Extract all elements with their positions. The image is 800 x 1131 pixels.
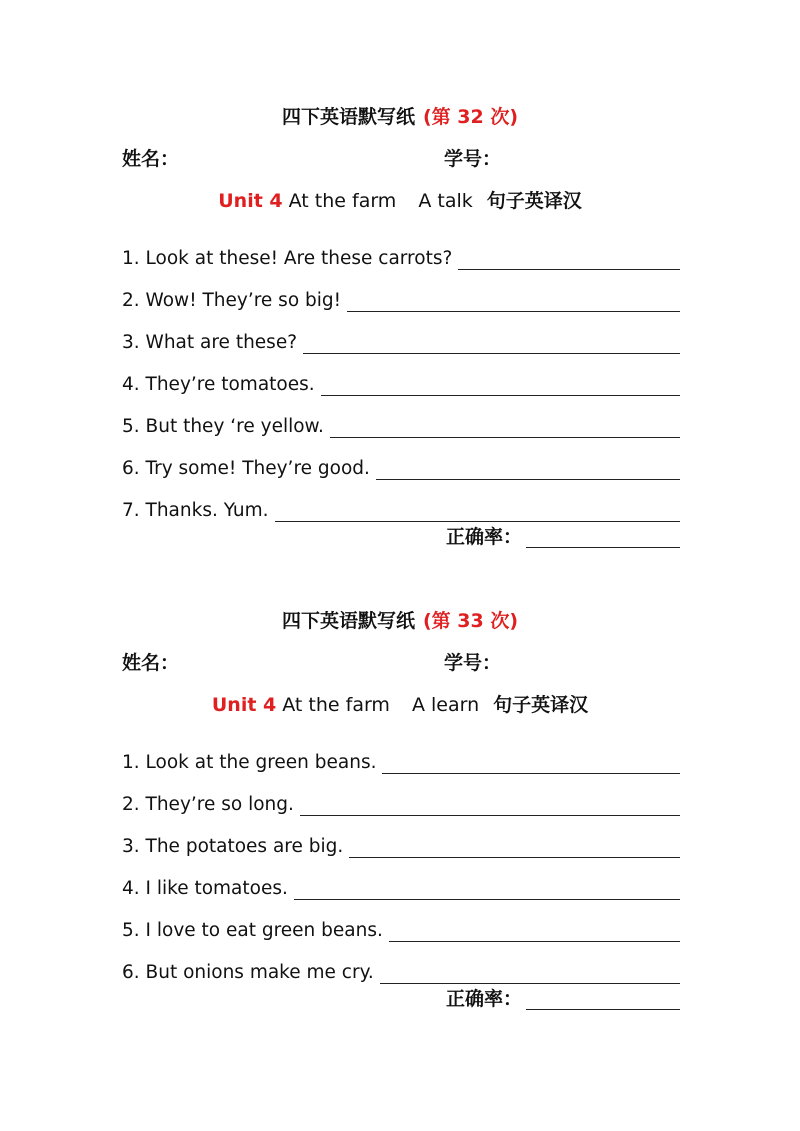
sentence-row	[122, 440, 680, 482]
answer-line[interactable]	[380, 961, 680, 984]
answer-line[interactable]	[303, 331, 680, 354]
sentence-row	[122, 902, 680, 944]
sentence-row	[122, 356, 680, 398]
sentence-row	[122, 734, 680, 776]
sheet-title	[0, 104, 800, 130]
sentence-list	[122, 230, 680, 524]
sentence-row	[122, 944, 680, 986]
answer-line[interactable]	[376, 457, 680, 480]
answer-line[interactable]	[275, 499, 680, 522]
unit-title: At the farm	[288, 190, 397, 212]
sentence-row	[122, 482, 680, 524]
accuracy-field	[446, 986, 680, 1012]
accuracy-field	[446, 524, 680, 550]
student-info	[122, 650, 682, 676]
answer-line[interactable]	[330, 415, 680, 438]
accuracy-label: 正确率：	[446, 988, 523, 1010]
student-info	[122, 146, 682, 172]
unit-label: Unit 4	[211, 694, 277, 716]
student-id-label: 学号：	[444, 148, 502, 170]
sentence-row	[122, 398, 680, 440]
name-label: 姓名：	[122, 148, 180, 170]
sentence-row	[122, 860, 680, 902]
sentence-text: 3. What are these?	[122, 332, 298, 353]
sentence-row	[122, 272, 680, 314]
session-number: (第 32 次)	[422, 106, 519, 128]
answer-line[interactable]	[321, 373, 680, 396]
answer-line[interactable]	[300, 793, 680, 816]
sentence-row	[122, 230, 680, 272]
answer-line[interactable]	[458, 247, 680, 270]
accuracy-line[interactable]	[526, 525, 680, 548]
sentence-text: 5. But they ‘re yellow.	[122, 416, 324, 437]
accuracy-line[interactable]	[526, 987, 680, 1010]
unit-heading	[0, 692, 800, 718]
unit-label: Unit 4	[218, 190, 283, 212]
unit-part: A learn	[411, 694, 480, 716]
sentence-text: 1. Look at these! Are these carrots?	[122, 248, 453, 269]
student-id-label: 学号：	[444, 652, 502, 674]
sentence-text: 7. Thanks. Yum.	[122, 500, 269, 521]
sheet-title	[0, 608, 800, 634]
sentence-row	[122, 776, 680, 818]
sentence-text: 4. They’re tomatoes.	[122, 374, 315, 395]
sentence-text: 1. Look at the green beans.	[122, 752, 377, 773]
sentence-text: 4. I like tomatoes.	[122, 878, 288, 899]
sentence-row	[122, 314, 680, 356]
sentence-text: 5. I love to eat green beans.	[122, 920, 383, 941]
title-text: 四下英语默写纸	[281, 106, 415, 128]
task-label: 句子英译汉	[486, 190, 582, 212]
session-number: (第 33 次)	[422, 610, 519, 632]
answer-line[interactable]	[389, 919, 680, 942]
unit-title: At the farm	[282, 694, 390, 716]
answer-line[interactable]	[347, 289, 680, 312]
title-text: 四下英语默写纸	[281, 610, 415, 632]
answer-line[interactable]	[349, 835, 680, 858]
sentence-row	[122, 818, 680, 860]
answer-line[interactable]	[382, 751, 680, 774]
sentence-text: 6. But onions make me cry.	[122, 962, 374, 983]
answer-line[interactable]	[294, 877, 680, 900]
sentence-text: 2. They’re so long.	[122, 794, 294, 815]
sentence-text: 3. The potatoes are big.	[122, 836, 344, 857]
unit-heading	[0, 188, 800, 214]
sentence-text: 2. Wow! They’re so big!	[122, 290, 342, 311]
name-label: 姓名：	[122, 652, 180, 674]
task-label: 句子英译汉	[493, 694, 589, 716]
sentence-list	[122, 734, 680, 986]
sentence-text: 6. Try some! They’re good.	[122, 458, 370, 479]
accuracy-label: 正确率：	[446, 526, 523, 548]
unit-part: A talk	[418, 190, 473, 212]
